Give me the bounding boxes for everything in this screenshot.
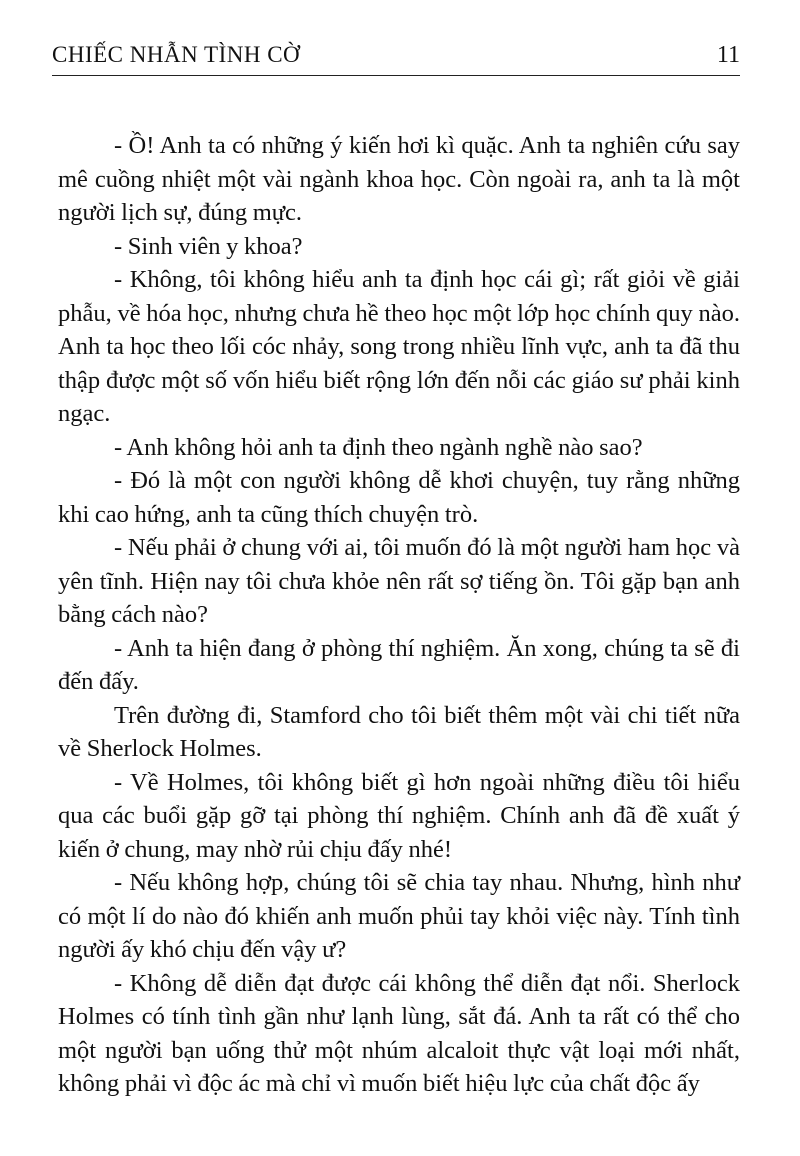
header-divider <box>52 75 740 76</box>
paragraph: - Anh không hỏi anh ta định theo ngành nghề nào sao? <box>114 433 643 461</box>
paragraph: - Ồ! Anh ta có những ý kiến hơi kì quặc. Anh ta nghiên cứu say mê cuồng nhiệt một vài ngành khoa học. Còn ngoài ra, anh ta là một người lịch sự, đúng mực. <box>58 132 740 226</box>
chapter-title: CHIẾC NHẪN TÌNH CỜ <box>52 42 301 67</box>
paragraph: - Nếu không hợp, chúng tôi sẽ chia tay nhau. Nhưng, hình như có một lí do nào đó khiến anh muốn phủi tay khỏi việc này. Tính tình người ấy khó chịu đến vậy ư? <box>58 869 740 963</box>
paragraph: - Không, tôi không hiểu anh ta định học cái gì; rất giỏi về giải phẫu, về hóa học, nhưng chưa hề theo học một lớp học chính quy nào. Anh ta học theo lối cóc nhảy, song trong nhiều lĩnh vực, anh ta đã thu thập được một số vốn hiểu biết rộng lớn đến nỗi các giáo sư phải kinh ngạc. <box>58 266 740 427</box>
paragraph: - Anh ta hiện đang ở phòng thí nghiệm. Ăn xong, chúng ta sẽ đi đến đấy. <box>58 634 740 695</box>
paragraph: Trên đường đi, Stamford cho tôi biết thêm một vài chi tiết nữa về Sherlock Holmes. <box>58 701 740 762</box>
page-number: 11 <box>716 42 740 68</box>
paragraph: - Đó là một con người không dễ khơi chuyện, tuy rằng những khi cao hứng, anh ta cũng thích chuyện trò. <box>58 467 740 528</box>
paragraph: - Nếu phải ở chung với ai, tôi muốn đó là một người ham học và yên tĩnh. Hiện nay tôi chưa khỏe nên rất sợ tiếng ồn. Tôi gặp bạn anh bằng cách nào? <box>58 534 740 628</box>
running-header <box>52 40 740 74</box>
paragraph: - Sinh viên y khoa? <box>114 232 303 260</box>
body-text <box>58 129 740 1101</box>
paragraph: - Không dễ diễn đạt được cái không thể diễn đạt nổi. Sherlock Holmes có tính tình gần như lạnh lùng, sắt đá. Anh ta rất có thể cho một người bạn uống thử một nhúm alcaloit thực vật loại mới nhất, không phải vì độc ác mà chỉ vì muốn biết hiệu lực của chất độc ấy <box>58 969 740 1097</box>
paragraph: - Về Holmes, tôi không biết gì hơn ngoài những điều tôi hiểu qua các buổi gặp gỡ tại phòng thí nghiệm. Chính anh đã đề xuất ý kiến ở chung, may nhờ rủi chịu đấy nhé! <box>58 768 740 863</box>
